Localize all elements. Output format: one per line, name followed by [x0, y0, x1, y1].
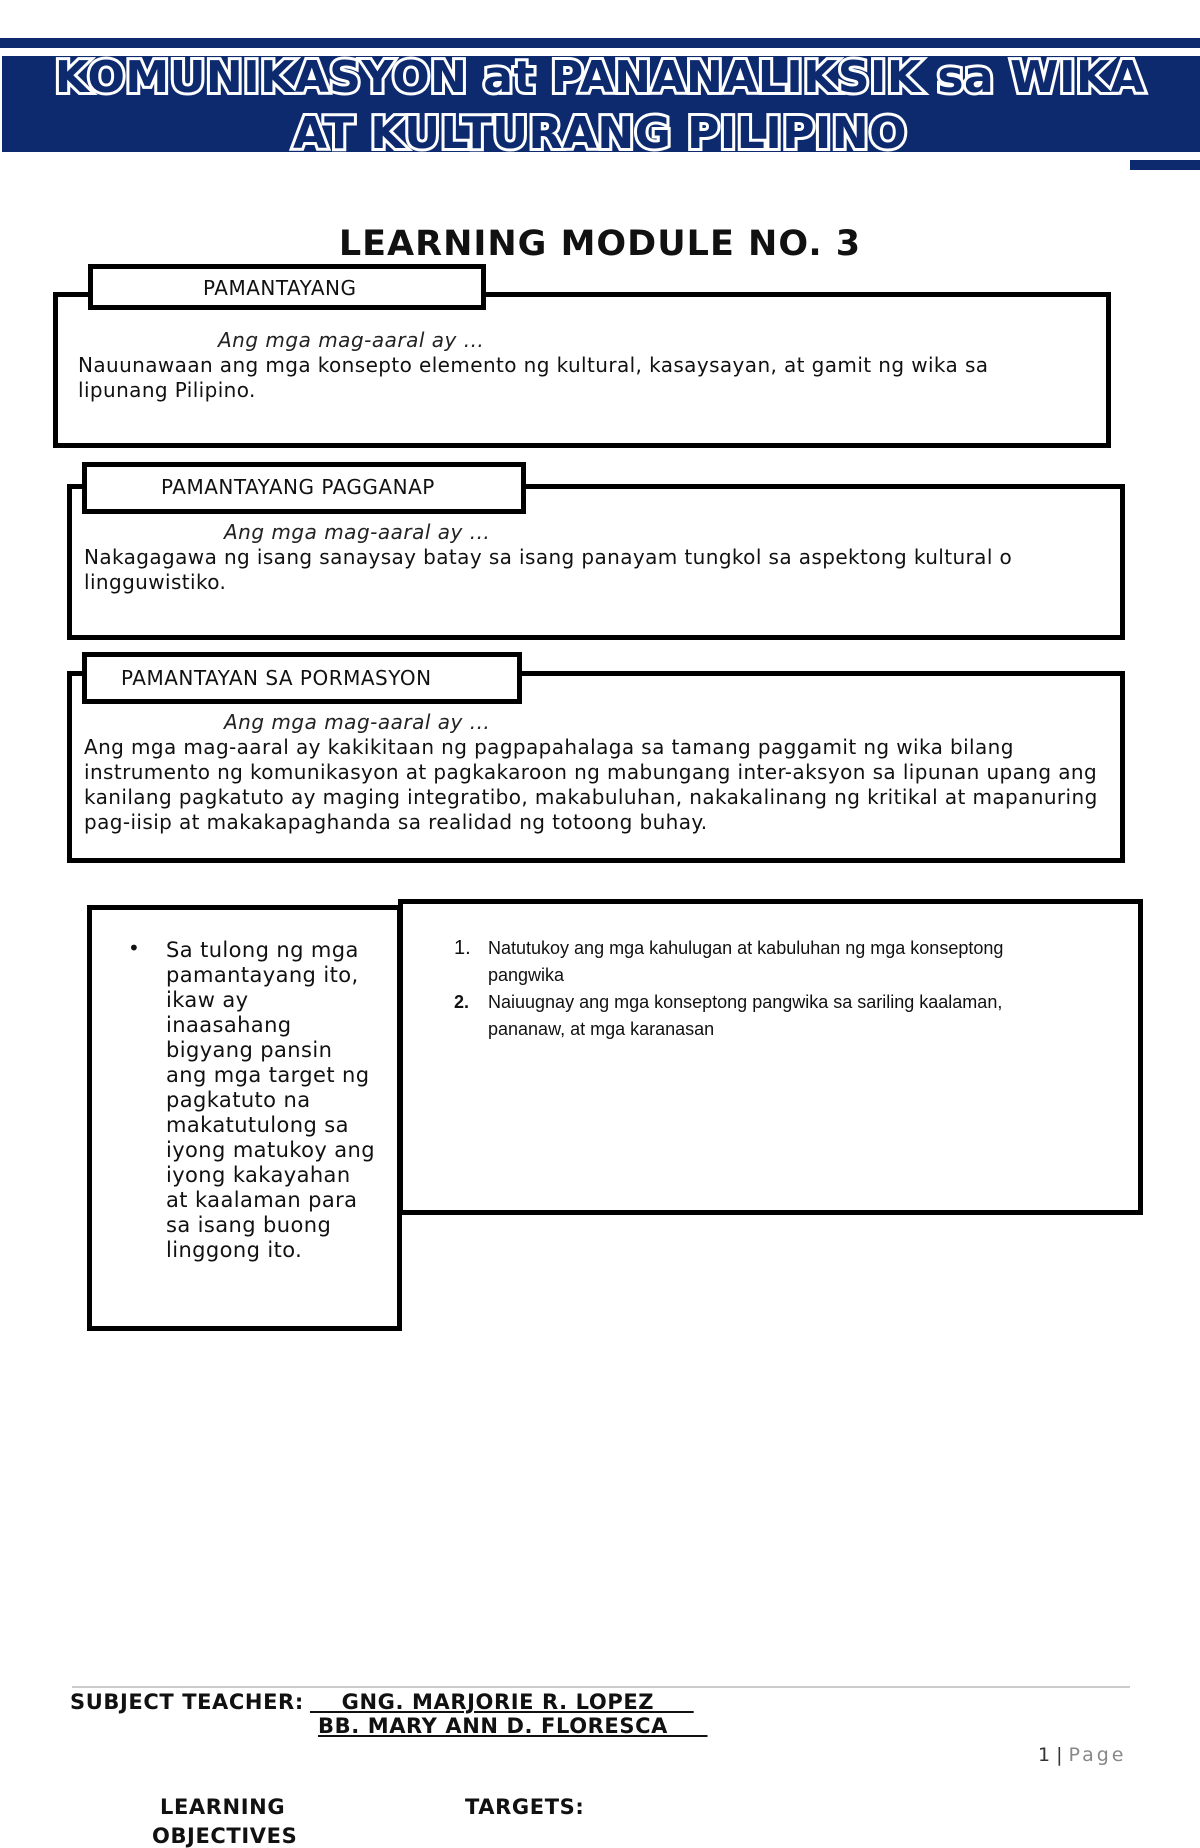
- document-title-line-2: AT KULTURANG PILIPINO: [292, 108, 908, 159]
- standard-label-text: PAMANTAYAN SA PORMASYON: [121, 666, 432, 690]
- objective-number: 1.: [454, 937, 471, 959]
- subject-teacher-label: SUBJECT TEACHER:: [70, 1690, 304, 1714]
- standard-label-formation: [82, 652, 522, 704]
- document-title-line-1: KOMUNIKASYON at PANANALIKSIK sa WIKA: [54, 52, 1146, 103]
- standard-intro: Ang mga mag-aaral ay ...: [218, 328, 485, 352]
- teacher-name-1: GNG. MARJORIE R. LOPEZ: [310, 1690, 694, 1714]
- goal-text: Sa tulong ng mga pamantayang ito, ikaw ay inaasahang bigyang pansin ang mga target ng pagkatuto na makatutulong sa iyong matukoy ang iyong kakayahan at kaalaman para sa isang buong linggong ito.: [166, 938, 375, 1262]
- standard-text: Nauunawaan ang mga konsepto elemento ng kultural, kasaysayan, at gamit ng wika sa lipunang Pilipino.: [78, 353, 989, 402]
- standard-intro: Ang mga mag-aaral ay ...: [224, 520, 491, 544]
- teacher-name-2: BB. MARY ANN D. FLORESCA: [318, 1714, 708, 1738]
- objective-item: [454, 989, 1074, 1043]
- page-number: [1038, 1744, 1127, 1766]
- module-title: LEARNING MODULE NO. 3: [338, 224, 862, 264]
- learning-objectives-label: LEARNING: [160, 1795, 286, 1819]
- standard-label-performance: [82, 462, 526, 514]
- standard-text: Nakagagawa ng isang sanaysay batay sa isang panayam tungkol sa aspektong kultural o lingguwistiko.: [84, 545, 1013, 594]
- objective-item: [454, 935, 1074, 989]
- standard-intro: Ang mga mag-aaral ay ...: [224, 710, 491, 734]
- page-separator: |: [1056, 1744, 1063, 1766]
- objective-text: Naiuugnay ang mga konseptong pangwika sa sariling kaalaman, pananaw, at mga karanasan: [488, 992, 1003, 1039]
- footer-divider: [72, 1686, 1130, 1688]
- standard-text: Ang mga mag-aaral ay kakikitaan ng pagpapahalaga sa tamang paggamit ng wika bilang instrumento ng komunikasyon at pagkakaroon ng mabungang inter-aksyon sa lipunan upang ang kanilang pagkatuto ay maging integratibo, makabuluhan, nakakalinang ng kritikal at mapanuring pag-iisip at makakapaghanda sa realidad ng totoong buhay.: [84, 735, 1098, 834]
- objectives-list: [454, 935, 1074, 1043]
- standard-label-text: PAMANTAYANG PAGGANAP: [161, 475, 435, 499]
- page-word: Page: [1068, 1744, 1127, 1766]
- targets-label: TARGETS:: [465, 1795, 585, 1819]
- learning-objectives-label-cut: OBJECTIVES: [152, 1824, 298, 1848]
- document-title: [0, 50, 1200, 162]
- objective-number: 2.: [454, 992, 470, 1012]
- header-top-rule: [0, 38, 1200, 48]
- header-corner-tab: [1130, 160, 1200, 170]
- standard-label-content: [88, 264, 486, 310]
- bullet-icon: •: [128, 936, 140, 960]
- objective-text: Natutukoy ang mga kahulugan at kabuluhan ng mga konseptong pangwika: [488, 938, 1004, 985]
- standard-label-text: PAMANTAYANG: [203, 276, 357, 300]
- page-number-value: 1: [1038, 1744, 1051, 1766]
